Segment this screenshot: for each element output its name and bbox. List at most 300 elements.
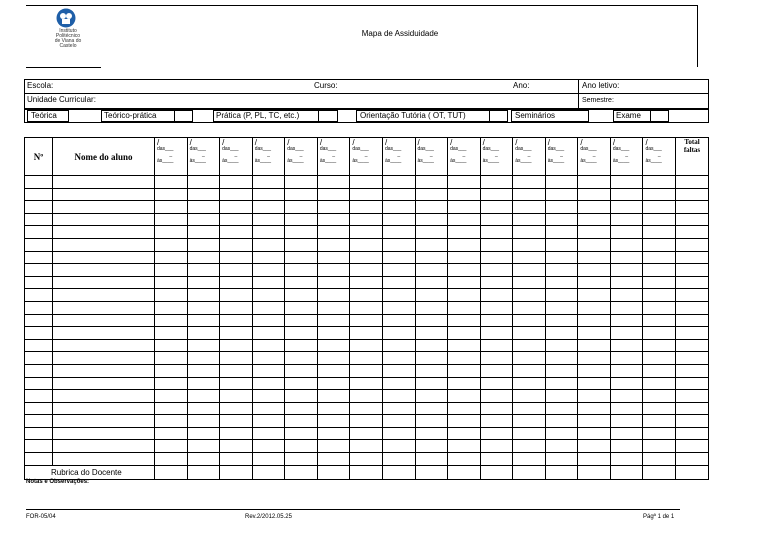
table-cell[interactable] xyxy=(382,264,415,277)
table-cell[interactable] xyxy=(25,276,53,289)
table-cell[interactable] xyxy=(578,176,611,189)
table-cell[interactable] xyxy=(610,226,643,239)
table-cell[interactable] xyxy=(513,377,546,390)
table-cell[interactable] xyxy=(285,427,318,440)
table-cell[interactable] xyxy=(545,301,578,314)
table-cell[interactable] xyxy=(187,364,220,377)
table-cell[interactable] xyxy=(53,415,155,428)
table-cell[interactable] xyxy=(53,213,155,226)
table-cell[interactable] xyxy=(285,201,318,214)
table-cell[interactable] xyxy=(53,289,155,302)
table-cell[interactable] xyxy=(448,415,481,428)
table-cell[interactable] xyxy=(350,415,383,428)
table-cell[interactable] xyxy=(382,427,415,440)
table-cell[interactable] xyxy=(53,251,155,264)
table-cell[interactable] xyxy=(676,440,709,453)
table-cell[interactable] xyxy=(187,301,220,314)
table-cell[interactable] xyxy=(610,364,643,377)
table-cell[interactable] xyxy=(676,188,709,201)
table-cell[interactable] xyxy=(676,390,709,403)
table-cell[interactable] xyxy=(676,415,709,428)
table-cell[interactable] xyxy=(545,314,578,327)
table-cell[interactable] xyxy=(382,339,415,352)
table-cell[interactable] xyxy=(448,201,481,214)
table-cell[interactable] xyxy=(643,327,676,340)
table-cell[interactable] xyxy=(545,364,578,377)
table-cell[interactable] xyxy=(480,188,513,201)
table-cell[interactable] xyxy=(155,327,188,340)
table-cell[interactable] xyxy=(252,427,285,440)
table-cell[interactable] xyxy=(155,238,188,251)
table-cell[interactable] xyxy=(578,364,611,377)
table-cell[interactable] xyxy=(285,440,318,453)
table-cell[interactable] xyxy=(350,339,383,352)
table-cell[interactable] xyxy=(220,276,253,289)
table-cell[interactable] xyxy=(220,364,253,377)
table-cell[interactable] xyxy=(610,339,643,352)
table-cell[interactable] xyxy=(285,251,318,264)
table-cell[interactable] xyxy=(448,453,481,466)
table-cell[interactable] xyxy=(382,415,415,428)
table-cell[interactable] xyxy=(415,314,448,327)
table-cell[interactable] xyxy=(545,402,578,415)
table-cell[interactable] xyxy=(285,188,318,201)
table-cell[interactable] xyxy=(382,289,415,302)
table-cell[interactable] xyxy=(187,327,220,340)
table-cell[interactable] xyxy=(415,301,448,314)
table-cell[interactable] xyxy=(53,364,155,377)
table-cell[interactable] xyxy=(187,289,220,302)
table-cell[interactable] xyxy=(610,440,643,453)
table-cell[interactable] xyxy=(610,188,643,201)
table-cell[interactable] xyxy=(187,276,220,289)
table-cell[interactable] xyxy=(643,188,676,201)
table-cell[interactable] xyxy=(350,213,383,226)
table-cell[interactable] xyxy=(382,238,415,251)
table-cell[interactable] xyxy=(25,427,53,440)
table-cell[interactable] xyxy=(155,264,188,277)
table-cell[interactable] xyxy=(252,188,285,201)
table-cell[interactable] xyxy=(513,301,546,314)
table-cell[interactable] xyxy=(285,289,318,302)
table-cell[interactable] xyxy=(578,339,611,352)
table-cell[interactable] xyxy=(317,377,350,390)
table-cell[interactable] xyxy=(578,238,611,251)
table-cell[interactable] xyxy=(448,402,481,415)
table-cell[interactable] xyxy=(415,352,448,365)
table-cell[interactable] xyxy=(480,276,513,289)
table-cell[interactable] xyxy=(480,453,513,466)
table-cell[interactable] xyxy=(53,453,155,466)
table-cell[interactable] xyxy=(545,415,578,428)
table-cell[interactable] xyxy=(545,289,578,302)
table-cell[interactable] xyxy=(480,327,513,340)
table-cell[interactable] xyxy=(187,213,220,226)
table-cell[interactable] xyxy=(415,238,448,251)
table-cell[interactable] xyxy=(187,226,220,239)
table-cell[interactable] xyxy=(676,339,709,352)
table-cell[interactable] xyxy=(350,440,383,453)
table-cell[interactable] xyxy=(187,390,220,403)
table-cell[interactable] xyxy=(220,188,253,201)
table-cell[interactable] xyxy=(382,352,415,365)
table-cell[interactable] xyxy=(382,226,415,239)
table-cell[interactable] xyxy=(480,364,513,377)
table-cell[interactable] xyxy=(676,251,709,264)
table-cell[interactable] xyxy=(25,314,53,327)
table-cell[interactable] xyxy=(448,377,481,390)
table-cell[interactable] xyxy=(643,201,676,214)
table-cell[interactable] xyxy=(513,251,546,264)
table-cell[interactable] xyxy=(155,188,188,201)
table-cell[interactable] xyxy=(220,352,253,365)
table-cell[interactable] xyxy=(513,226,546,239)
rubrica-cell[interactable] xyxy=(252,465,285,479)
table-cell[interactable] xyxy=(25,301,53,314)
table-cell[interactable] xyxy=(155,276,188,289)
table-cell[interactable] xyxy=(252,201,285,214)
rubrica-cell[interactable] xyxy=(350,465,383,479)
table-cell[interactable] xyxy=(676,276,709,289)
table-cell[interactable] xyxy=(252,251,285,264)
table-cell[interactable] xyxy=(448,238,481,251)
table-cell[interactable] xyxy=(155,440,188,453)
table-cell[interactable] xyxy=(643,427,676,440)
table-cell[interactable] xyxy=(53,188,155,201)
table-cell[interactable] xyxy=(610,453,643,466)
table-cell[interactable] xyxy=(285,402,318,415)
table-cell[interactable] xyxy=(545,213,578,226)
table-cell[interactable] xyxy=(610,390,643,403)
table-cell[interactable] xyxy=(53,276,155,289)
table-cell[interactable] xyxy=(578,415,611,428)
table-cell[interactable] xyxy=(187,238,220,251)
table-cell[interactable] xyxy=(382,213,415,226)
table-cell[interactable] xyxy=(252,289,285,302)
table-cell[interactable] xyxy=(220,176,253,189)
table-cell[interactable] xyxy=(448,314,481,327)
table-cell[interactable] xyxy=(285,226,318,239)
table-cell[interactable] xyxy=(53,377,155,390)
table-cell[interactable] xyxy=(350,352,383,365)
table-cell[interactable] xyxy=(350,264,383,277)
table-cell[interactable] xyxy=(350,427,383,440)
table-cell[interactable] xyxy=(382,201,415,214)
table-cell[interactable] xyxy=(676,201,709,214)
rubrica-cell[interactable] xyxy=(513,465,546,479)
table-cell[interactable] xyxy=(448,390,481,403)
table-cell[interactable] xyxy=(350,314,383,327)
table-cell[interactable] xyxy=(415,402,448,415)
table-cell[interactable] xyxy=(676,301,709,314)
table-cell[interactable] xyxy=(53,264,155,277)
table-cell[interactable] xyxy=(415,415,448,428)
table-cell[interactable] xyxy=(415,364,448,377)
table-cell[interactable] xyxy=(252,402,285,415)
table-cell[interactable] xyxy=(317,427,350,440)
table-cell[interactable] xyxy=(643,440,676,453)
table-cell[interactable] xyxy=(155,314,188,327)
table-cell[interactable] xyxy=(382,364,415,377)
table-cell[interactable] xyxy=(480,402,513,415)
table-cell[interactable] xyxy=(676,238,709,251)
table-cell[interactable] xyxy=(415,390,448,403)
table-cell[interactable] xyxy=(610,327,643,340)
table-cell[interactable] xyxy=(448,188,481,201)
table-cell[interactable] xyxy=(448,264,481,277)
table-cell[interactable] xyxy=(285,453,318,466)
rubrica-cell[interactable] xyxy=(415,465,448,479)
table-cell[interactable] xyxy=(317,264,350,277)
table-cell[interactable] xyxy=(187,453,220,466)
table-cell[interactable] xyxy=(676,289,709,302)
table-cell[interactable] xyxy=(53,427,155,440)
table-cell[interactable] xyxy=(187,176,220,189)
table-cell[interactable] xyxy=(25,264,53,277)
table-cell[interactable] xyxy=(676,427,709,440)
table-cell[interactable] xyxy=(382,301,415,314)
table-cell[interactable] xyxy=(513,427,546,440)
table-cell[interactable] xyxy=(187,264,220,277)
table-cell[interactable] xyxy=(252,264,285,277)
table-cell[interactable] xyxy=(415,188,448,201)
table-cell[interactable] xyxy=(382,176,415,189)
table-cell[interactable] xyxy=(610,238,643,251)
table-cell[interactable] xyxy=(350,402,383,415)
table-cell[interactable] xyxy=(187,427,220,440)
table-cell[interactable] xyxy=(578,390,611,403)
table-cell[interactable] xyxy=(317,364,350,377)
table-cell[interactable] xyxy=(643,390,676,403)
table-cell[interactable] xyxy=(415,201,448,214)
table-cell[interactable] xyxy=(382,402,415,415)
table-cell[interactable] xyxy=(220,251,253,264)
table-cell[interactable] xyxy=(448,226,481,239)
table-cell[interactable] xyxy=(545,327,578,340)
rubrica-cell[interactable] xyxy=(545,465,578,479)
table-cell[interactable] xyxy=(317,188,350,201)
rubrica-cell[interactable] xyxy=(220,465,253,479)
table-cell[interactable] xyxy=(220,453,253,466)
table-cell[interactable] xyxy=(480,176,513,189)
table-cell[interactable] xyxy=(317,440,350,453)
table-cell[interactable] xyxy=(53,176,155,189)
table-cell[interactable] xyxy=(643,453,676,466)
table-cell[interactable] xyxy=(285,314,318,327)
table-cell[interactable] xyxy=(285,238,318,251)
table-cell[interactable] xyxy=(643,238,676,251)
table-cell[interactable] xyxy=(643,415,676,428)
table-cell[interactable] xyxy=(676,213,709,226)
table-cell[interactable] xyxy=(545,276,578,289)
table-cell[interactable] xyxy=(220,402,253,415)
table-cell[interactable] xyxy=(513,327,546,340)
table-cell[interactable] xyxy=(382,276,415,289)
table-cell[interactable] xyxy=(285,213,318,226)
table-cell[interactable] xyxy=(415,377,448,390)
rubrica-cell[interactable] xyxy=(187,465,220,479)
table-cell[interactable] xyxy=(545,453,578,466)
rubrica-cell[interactable] xyxy=(382,465,415,479)
table-cell[interactable] xyxy=(545,176,578,189)
table-cell[interactable] xyxy=(676,453,709,466)
table-cell[interactable] xyxy=(480,226,513,239)
table-cell[interactable] xyxy=(382,453,415,466)
table-cell[interactable] xyxy=(317,238,350,251)
table-cell[interactable] xyxy=(610,201,643,214)
table-cell[interactable] xyxy=(350,289,383,302)
table-cell[interactable] xyxy=(513,289,546,302)
table-cell[interactable] xyxy=(513,364,546,377)
table-cell[interactable] xyxy=(155,251,188,264)
table-cell[interactable] xyxy=(187,314,220,327)
table-cell[interactable] xyxy=(513,176,546,189)
table-cell[interactable] xyxy=(155,226,188,239)
table-cell[interactable] xyxy=(545,188,578,201)
table-cell[interactable] xyxy=(480,201,513,214)
table-cell[interactable] xyxy=(480,427,513,440)
table-cell[interactable] xyxy=(53,390,155,403)
table-cell[interactable] xyxy=(643,176,676,189)
table-cell[interactable] xyxy=(25,238,53,251)
table-cell[interactable] xyxy=(415,327,448,340)
rubrica-cell[interactable] xyxy=(155,465,188,479)
table-cell[interactable] xyxy=(285,390,318,403)
table-cell[interactable] xyxy=(676,327,709,340)
table-cell[interactable] xyxy=(53,201,155,214)
table-cell[interactable] xyxy=(676,377,709,390)
table-cell[interactable] xyxy=(350,188,383,201)
table-cell[interactable] xyxy=(448,176,481,189)
table-cell[interactable] xyxy=(187,377,220,390)
table-cell[interactable] xyxy=(643,213,676,226)
table-cell[interactable] xyxy=(252,314,285,327)
table-cell[interactable] xyxy=(480,352,513,365)
table-cell[interactable] xyxy=(610,377,643,390)
table-cell[interactable] xyxy=(317,314,350,327)
table-cell[interactable] xyxy=(53,339,155,352)
table-cell[interactable] xyxy=(448,440,481,453)
table-cell[interactable] xyxy=(25,226,53,239)
table-cell[interactable] xyxy=(480,314,513,327)
table-cell[interactable] xyxy=(480,264,513,277)
table-cell[interactable] xyxy=(513,264,546,277)
table-cell[interactable] xyxy=(415,289,448,302)
table-cell[interactable] xyxy=(578,251,611,264)
table-cell[interactable] xyxy=(643,289,676,302)
table-cell[interactable] xyxy=(155,415,188,428)
table-cell[interactable] xyxy=(220,264,253,277)
table-cell[interactable] xyxy=(350,251,383,264)
table-cell[interactable] xyxy=(317,415,350,428)
table-cell[interactable] xyxy=(252,377,285,390)
table-cell[interactable] xyxy=(317,402,350,415)
table-cell[interactable] xyxy=(513,314,546,327)
table-cell[interactable] xyxy=(25,364,53,377)
table-cell[interactable] xyxy=(285,327,318,340)
table-cell[interactable] xyxy=(643,226,676,239)
table-cell[interactable] xyxy=(155,301,188,314)
table-cell[interactable] xyxy=(480,377,513,390)
table-cell[interactable] xyxy=(187,188,220,201)
table-cell[interactable] xyxy=(220,289,253,302)
table-cell[interactable] xyxy=(285,364,318,377)
table-cell[interactable] xyxy=(252,226,285,239)
table-cell[interactable] xyxy=(610,314,643,327)
table-cell[interactable] xyxy=(252,390,285,403)
table-cell[interactable] xyxy=(610,264,643,277)
table-cell[interactable] xyxy=(610,415,643,428)
table-cell[interactable] xyxy=(350,238,383,251)
table-cell[interactable] xyxy=(25,289,53,302)
table-cell[interactable] xyxy=(220,226,253,239)
table-cell[interactable] xyxy=(578,402,611,415)
table-cell[interactable] xyxy=(513,339,546,352)
table-cell[interactable] xyxy=(545,427,578,440)
table-cell[interactable] xyxy=(25,213,53,226)
table-cell[interactable] xyxy=(545,352,578,365)
table-cell[interactable] xyxy=(578,453,611,466)
table-cell[interactable] xyxy=(513,238,546,251)
table-cell[interactable] xyxy=(448,289,481,302)
table-cell[interactable] xyxy=(513,402,546,415)
table-cell[interactable] xyxy=(415,440,448,453)
table-cell[interactable] xyxy=(155,364,188,377)
table-cell[interactable] xyxy=(382,377,415,390)
table-cell[interactable] xyxy=(220,415,253,428)
rubrica-cell[interactable] xyxy=(448,465,481,479)
table-cell[interactable] xyxy=(382,390,415,403)
table-cell[interactable] xyxy=(155,377,188,390)
table-cell[interactable] xyxy=(155,427,188,440)
table-cell[interactable] xyxy=(545,339,578,352)
table-cell[interactable] xyxy=(448,327,481,340)
table-cell[interactable] xyxy=(187,352,220,365)
table-cell[interactable] xyxy=(643,251,676,264)
table-cell[interactable] xyxy=(610,352,643,365)
table-cell[interactable] xyxy=(448,213,481,226)
table-cell[interactable] xyxy=(513,390,546,403)
table-cell[interactable] xyxy=(317,201,350,214)
table-cell[interactable] xyxy=(350,301,383,314)
table-cell[interactable] xyxy=(252,238,285,251)
table-cell[interactable] xyxy=(545,251,578,264)
table-cell[interactable] xyxy=(25,176,53,189)
table-cell[interactable] xyxy=(220,314,253,327)
table-cell[interactable] xyxy=(155,213,188,226)
table-cell[interactable] xyxy=(676,314,709,327)
table-cell[interactable] xyxy=(25,377,53,390)
table-cell[interactable] xyxy=(415,251,448,264)
table-cell[interactable] xyxy=(382,314,415,327)
table-cell[interactable] xyxy=(610,251,643,264)
table-cell[interactable] xyxy=(53,226,155,239)
table-cell[interactable] xyxy=(545,201,578,214)
table-cell[interactable] xyxy=(480,251,513,264)
table-cell[interactable] xyxy=(155,176,188,189)
table-cell[interactable] xyxy=(187,440,220,453)
table-cell[interactable] xyxy=(252,327,285,340)
table-cell[interactable] xyxy=(187,402,220,415)
table-cell[interactable] xyxy=(578,201,611,214)
table-cell[interactable] xyxy=(252,213,285,226)
table-cell[interactable] xyxy=(480,289,513,302)
table-cell[interactable] xyxy=(578,301,611,314)
table-cell[interactable] xyxy=(155,453,188,466)
table-cell[interactable] xyxy=(155,339,188,352)
table-cell[interactable] xyxy=(578,226,611,239)
table-cell[interactable] xyxy=(317,276,350,289)
